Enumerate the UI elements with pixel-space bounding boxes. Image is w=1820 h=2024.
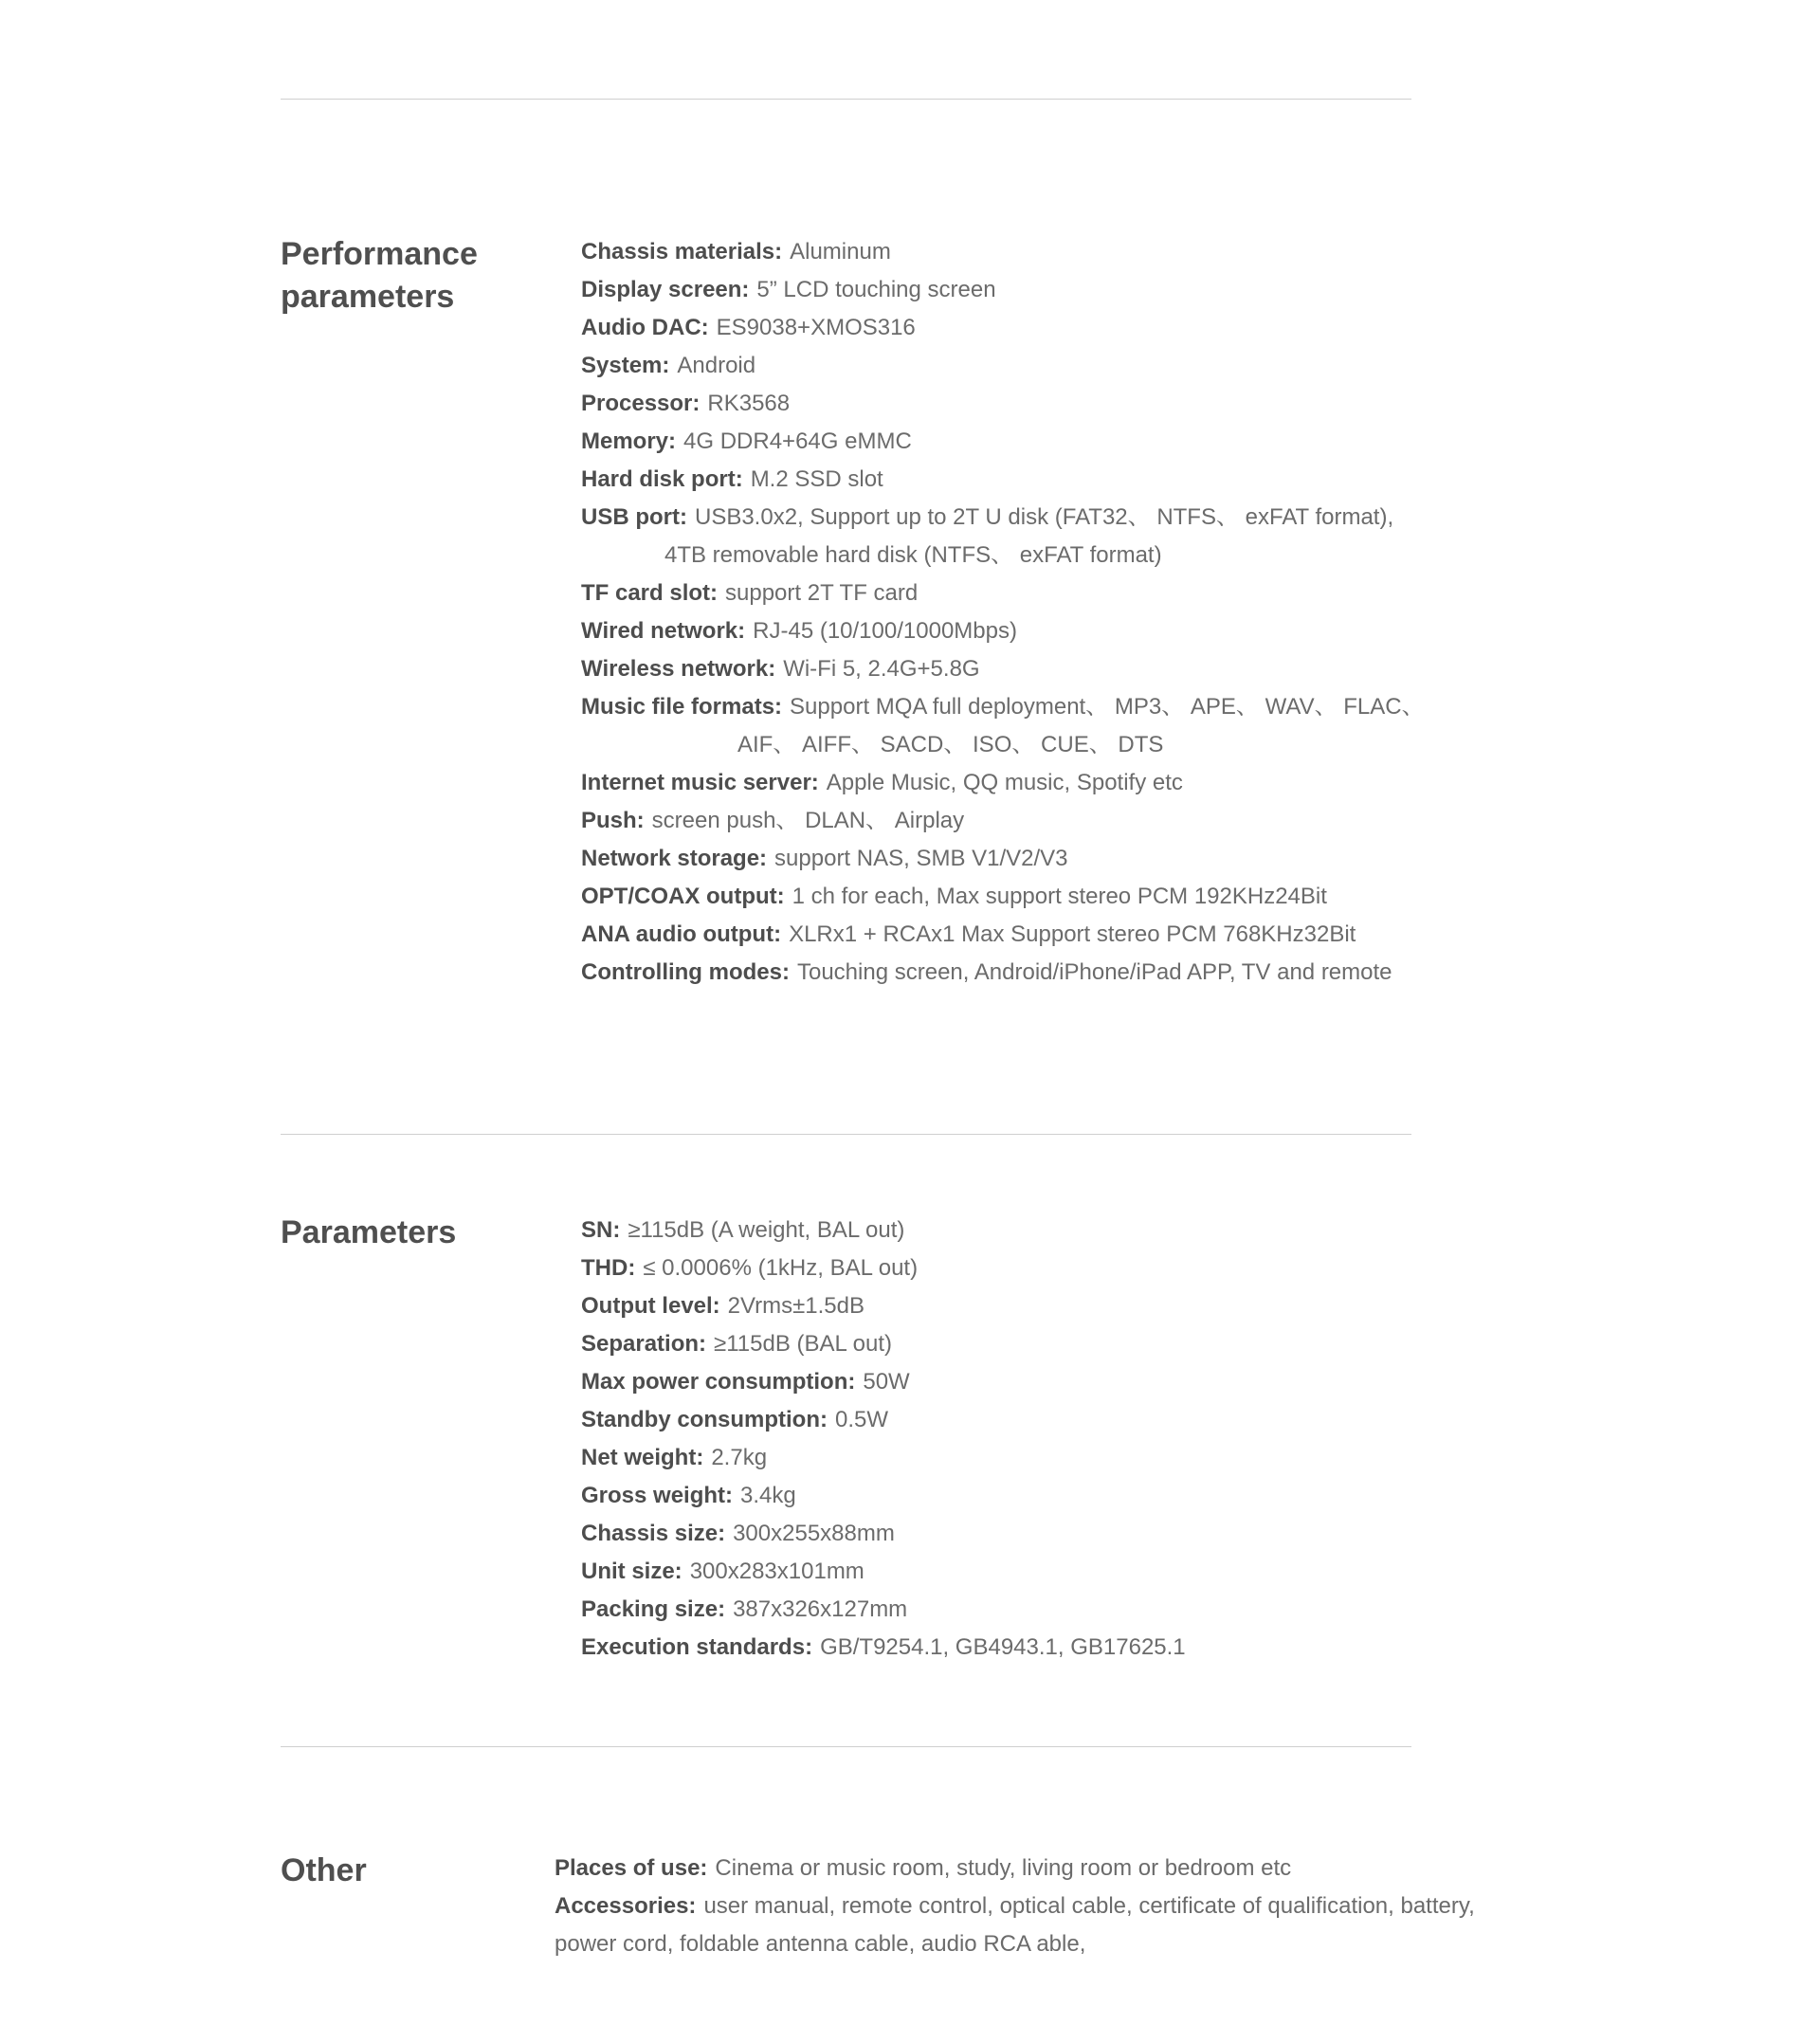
spec-row-continuation [581,537,1425,574]
spec-label: Hard disk port: [581,466,743,492]
spec-row [581,1249,1186,1287]
spec-label: Wireless network: [581,656,776,682]
spec-value: XLRx1 + RCAx1 Max Support stereo PCM 768KHz32Bit [789,921,1356,947]
spec-value: user manual, remote control, optical cable, certificate of qualification, battery, [703,1893,1475,1919]
spec-label: Music file formats: [581,694,783,720]
spec-label: Standby consumption: [581,1407,828,1432]
spec-row [581,612,1425,650]
spec-value: Support MQA full deployment、 MP3、 APE、 WAV、 FLAC、 [790,694,1425,720]
spec-value: 50W [863,1369,910,1395]
spec-value: support NAS, SMB V1/V2/V3 [774,846,1068,871]
spec-value: GB/T9254.1, GB4943.1, GB17625.1 [820,1634,1186,1660]
spec-label: Internet music server: [581,770,819,795]
spec-row [581,385,1425,423]
section-heading: Other [281,1852,367,1888]
spec-value: 4G DDR4+64G eMMC [683,429,912,454]
spec-row [555,1887,1475,1925]
spec-value: Android [677,353,756,378]
spec-label: System: [581,353,670,378]
spec-label: Processor: [581,391,701,416]
spec-label: Unit size: [581,1559,682,1584]
spec-row [581,574,1425,612]
spec-label: SN: [581,1217,621,1243]
divider [281,1746,1411,1747]
spec-label: Gross weight: [581,1483,734,1508]
spec-value: 387x326x127mm [733,1596,908,1622]
spec-label: TF card slot: [581,580,719,606]
spec-row [581,764,1425,802]
spec-value: Touching screen, Android/iPhone/iPad APP, TV and remote [796,959,1392,985]
spec-row [581,233,1425,271]
spec-label: OPT/COAX output: [581,884,785,909]
spec-value: 300x255x88mm [733,1521,895,1546]
spec-value: ≤ 0.0006% (1kHz, BAL out) [643,1255,919,1281]
spec-row [581,1629,1186,1667]
spec-label: Chassis size: [581,1521,726,1546]
spec-label: Memory: [581,429,677,454]
spec-label: Packing size: [581,1596,726,1622]
section-heading: Performance parameters [281,236,478,315]
section-parameters [281,1212,1820,1667]
spec-row [555,1850,1475,1887]
divider [281,1134,1411,1135]
spec-row [581,688,1425,726]
spec-value: 0.5W [835,1407,889,1432]
spec-row [581,650,1425,688]
spec-label: Execution standards: [581,1634,813,1660]
divider [281,99,1411,100]
spec-label: USB port: [581,504,687,530]
spec-label: Accessories: [555,1893,697,1919]
spec-value: 1 ch for each, Max support stereo PCM 192KHz24Bit [792,884,1327,909]
spec-label: Audio DAC: [581,315,709,340]
spec-label: Display screen: [581,277,750,302]
spec-row [581,878,1425,916]
spec-label: Net weight: [581,1445,704,1470]
spec-value: M.2 SSD slot [750,466,883,492]
spec-row [581,840,1425,878]
spec-row [581,1477,1186,1515]
spec-label: Network storage: [581,846,768,871]
section-heading: Parameters [281,1214,457,1250]
spec-value: ≥115dB (BAL out) [714,1331,892,1357]
spec-row [581,1325,1186,1363]
spec-label: Output level: [581,1293,720,1319]
spec-value: Aluminum [790,239,891,264]
spec-value: 300x283x101mm [689,1559,864,1584]
spec-value: Cinema or music room, study, living room or bedroom etc [715,1855,1292,1881]
spec-row-continuation [555,1925,1475,1963]
spec-row [581,1515,1186,1553]
spec-label: Max power consumption: [581,1369,856,1395]
section-performance-parameters [281,233,1820,992]
section-body [555,1850,1475,1963]
spec-row [581,954,1425,992]
spec-row [581,1591,1186,1629]
spec-value: 2.7kg [711,1445,768,1470]
spec-value: AIF、 AIFF、 SACD、 ISO、 CUE、 DTS [737,732,1164,757]
spec-value: USB3.0x2, Support up to 2T U disk (FAT32、 NTFS、 exFAT format), [694,504,1394,530]
spec-value: 2Vrms±1.5dB [727,1293,865,1319]
spec-row [581,309,1425,347]
spec-row [581,1287,1186,1325]
spec-row [581,1553,1186,1591]
spec-row [581,423,1425,461]
spec-row [581,1439,1186,1477]
spec-value: ≥115dB (A weight, BAL out) [628,1217,905,1243]
spec-row [581,802,1425,840]
spec-row [581,1212,1186,1249]
spec-value: Apple Music, QQ music, Spotify etc [826,770,1183,795]
spec-value: ES9038+XMOS316 [716,315,916,340]
spec-label: Chassis materials: [581,239,783,264]
spec-row [581,1363,1186,1401]
spec-value: screen push、 DLAN、 Airplay [651,808,965,833]
spec-label: ANA audio output: [581,921,782,947]
spec-label: Controlling modes: [581,959,790,985]
spec-value: 5” LCD touching screen [756,277,996,302]
spec-row-continuation [581,726,1425,764]
spec-value: Wi-Fi 5, 2.4G+5.8G [783,656,980,682]
spec-label: THD: [581,1255,636,1281]
spec-value: 4TB removable hard disk (NTFS、 exFAT format) [664,542,1162,568]
spec-value: RK3568 [707,391,791,416]
spec-row [581,271,1425,309]
spec-row [581,347,1425,385]
spec-value: RJ-45 (10/100/1000Mbps) [753,618,1017,644]
spec-label: Wired network: [581,618,746,644]
spec-row [581,499,1425,537]
spec-row [581,1401,1186,1439]
section-other [281,1850,1820,1963]
section-body [581,1212,1186,1667]
spec-value: 3.4kg [740,1483,796,1508]
spec-label: Push: [581,808,645,833]
section-body [581,233,1425,992]
spec-value: power cord, foldable antenna cable, audio RCA able, [555,1931,1086,1957]
spec-row [581,461,1425,499]
spec-label: Places of use: [555,1855,708,1881]
spec-value: support 2T TF card [725,580,919,606]
spec-row [581,916,1425,954]
spec-label: Separation: [581,1331,707,1357]
